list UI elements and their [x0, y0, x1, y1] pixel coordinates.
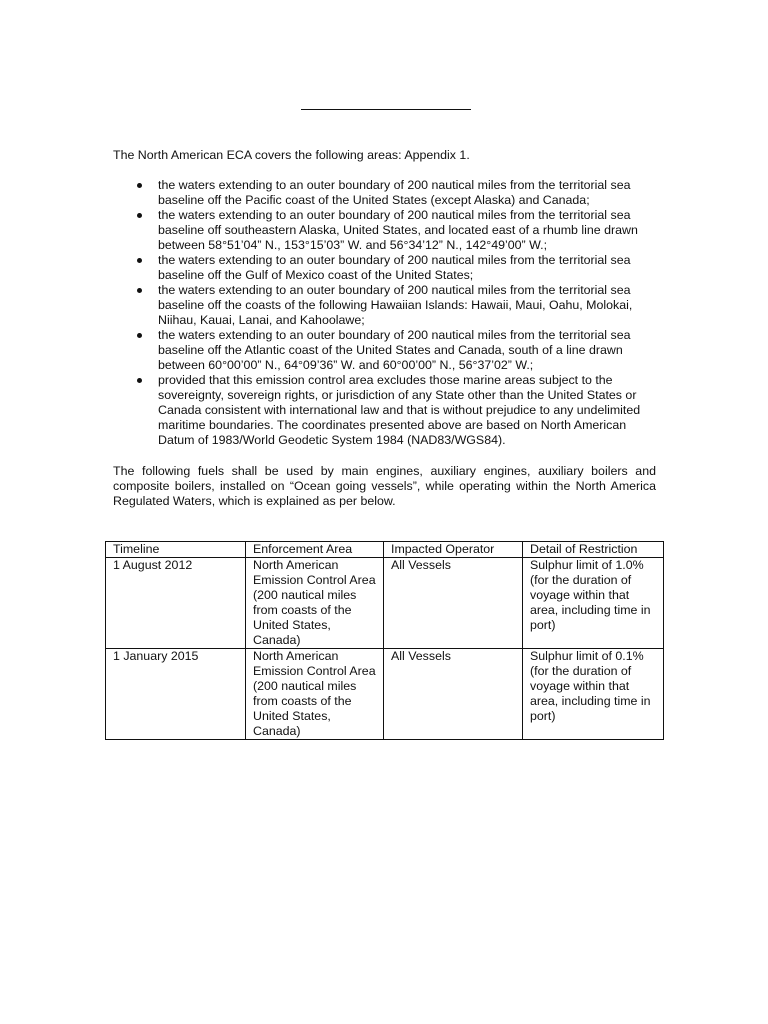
restrictions-table	[105, 541, 664, 740]
timeline-cell: 1 August 2012	[106, 558, 246, 649]
impacted-operator-cell: All Vessels	[384, 649, 523, 740]
bullet-item	[158, 373, 658, 448]
bullet-icon	[137, 333, 142, 338]
bullet-item	[158, 208, 658, 253]
enforcement-area-cell: North American Emission Control Area (200 nautical miles from coasts of the United States, Canada)	[246, 558, 384, 649]
bullet-icon	[137, 258, 142, 263]
enforcement-area-cell: North American Emission Control Area (200 nautical miles from coasts of the United States, Canada)	[246, 649, 384, 740]
column-header-impacted-operator: Impacted Operator	[384, 542, 523, 558]
table-header-row	[106, 542, 664, 558]
column-header-timeline: Timeline	[106, 542, 246, 558]
bullet-text: the waters extending to an outer boundary of 200 nautical miles from the territorial sea baseline off the Atlantic coast of the United States and Canada, south of a line drawn between 60°00’00” N., 64°09’36” W. and 60°00’00” N., 56°37’02” W.;	[158, 328, 631, 372]
restriction-detail-cell: Sulphur limit of 1.0% (for the duration of voyage within that area, including time in port)	[523, 558, 664, 649]
bullet-item	[158, 328, 658, 373]
horizontal-rule	[301, 109, 471, 110]
bullet-icon	[137, 288, 142, 293]
bullet-item	[158, 253, 658, 283]
fuels-paragraph: The following fuels shall be used by main engines, auxiliary engines, auxiliary boilers and composite boilers, installed on “Ocean going vessels”, while operating within the North America Regulated Waters, which is explained as per below.	[113, 464, 656, 508]
bullet-text: the waters extending to an outer boundary of 200 nautical miles from the territorial sea baseline off southeastern Alaska, United States, and located east of a rhumb line drawn between 58°51’04” N., 153°15’03” W. and 56°34’12” N., 142°49’00” W.;	[158, 208, 638, 252]
bullet-text: the waters extending to an outer boundary of 200 nautical miles from the territorial sea baseline off the coasts of the following Hawaiian Islands: Hawaii, Maui, Oahu, Molokai, Niihau, Kauai, Lanai, and Kahoolawe;	[158, 283, 633, 327]
area-bullet-list	[158, 178, 658, 448]
table-row	[106, 558, 664, 649]
bullet-item	[158, 178, 658, 208]
intro-paragraph: The North American ECA covers the following areas: Appendix 1.	[113, 148, 470, 162]
bullet-icon	[137, 378, 142, 383]
bullet-icon	[137, 213, 142, 218]
column-header-enforcement-area: Enforcement Area	[246, 542, 384, 558]
bullet-item	[158, 283, 658, 328]
bullet-text: the waters extending to an outer boundary of 200 nautical miles from the territorial sea baseline off the Gulf of Mexico coast of the United States;	[158, 253, 631, 282]
timeline-cell: 1 January 2015	[106, 649, 246, 740]
column-header-detail-of-restriction: Detail of Restriction	[523, 542, 664, 558]
bullet-text: provided that this emission control area excludes those marine areas subject to the sovereignty, sovereign rights, or jurisdiction of any State other than the United States or Canada consistent with international law and that is without prejudice to any undelimited maritime boundaries. The coordinates presented above are based on North American Datum of 1983/World Geodetic System 1984 (NAD83/WGS84).	[158, 373, 641, 447]
table-row	[106, 649, 664, 740]
restriction-detail-cell: Sulphur limit of 0.1% (for the duration of voyage within that area, including time in port)	[523, 649, 664, 740]
bullet-text: the waters extending to an outer boundary of 200 nautical miles from the territorial sea baseline off the Pacific coast of the United States (except Alaska) and Canada;	[158, 178, 631, 207]
bullet-icon	[137, 183, 142, 188]
impacted-operator-cell: All Vessels	[384, 558, 523, 649]
